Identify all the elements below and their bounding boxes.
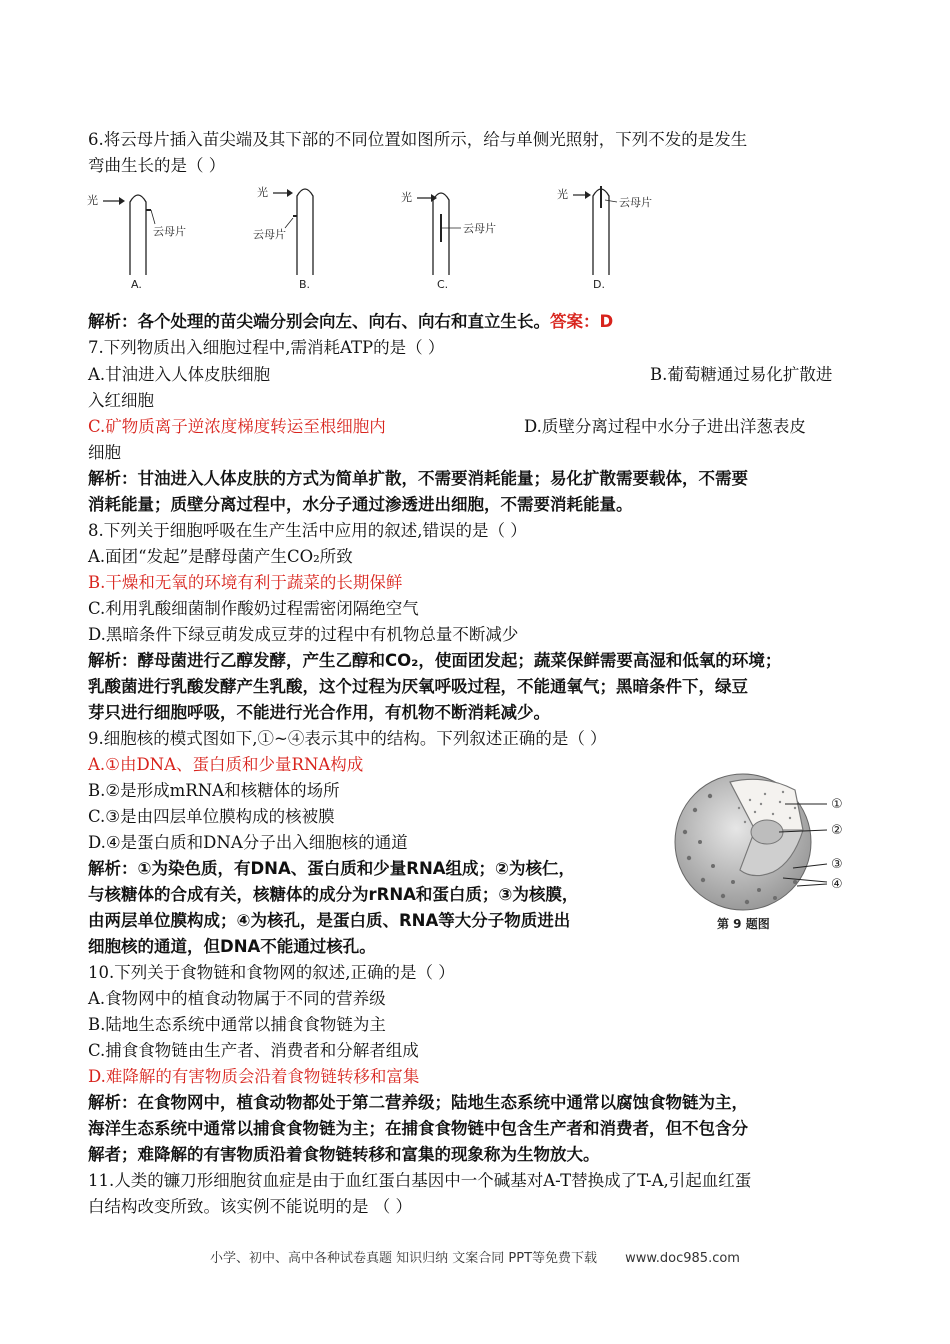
q7-option-d-part2: 细胞: [88, 443, 121, 462]
q7-option-c: C.矿物质离子逆浓度梯度转运至根细胞内: [88, 417, 386, 436]
option-label-b: B.: [299, 278, 311, 291]
light-arrowhead-b: [287, 189, 293, 197]
option-label-c: C.: [437, 278, 449, 291]
q10-stem: 10.下列关于食物链和食物网的叙述,正确的是（ ）: [88, 963, 455, 982]
light-label-c: 光: [401, 191, 412, 204]
q10-option-a: A.食物网中的植食动物属于不同的营养级: [88, 989, 386, 1008]
q6-stem-line2: 弯曲生长的是（ ）: [88, 156, 226, 175]
q6-analysis: 解析：各个处理的苗尖端分别会向左、向右、向右和直立生长。: [88, 312, 550, 331]
q10-option-d: D.难降解的有害物质会沿着食物链转移和富集: [88, 1067, 420, 1086]
q8-option-a: A.面团“发起”是酵母菌产生CO₂所致: [88, 547, 353, 566]
q9-analysis-line3: 由两层单位膜构成；④为核孔，是蛋白质、RNA等大分子物质进出: [88, 911, 571, 930]
label-4: ④: [831, 877, 843, 892]
q8-analysis-line2: 乳酸菌进行乳酸发酵产生乳酸，这个过程为厌氧呼吸过程，不能通氧气；黑暗条件下，绿豆: [88, 677, 748, 696]
q10-option-b: B.陆地生态系统中通常以捕食食物链为主: [88, 1015, 386, 1034]
q8-analysis-line3: 芽只进行细胞呼吸，不能进行光合作用，有机物不断消耗减少。: [88, 703, 550, 722]
seedling-b: [253, 185, 313, 291]
figure-caption: 第 9 题图: [717, 917, 770, 931]
q11-stem-line2: 白结构改变所致。该实例不能说明的是 （ ）: [88, 1197, 412, 1216]
q10-analysis-line2: 海洋生态系统中通常以捕食食物链为主；在捕食食物链中包含生产者和消费者，但不包含分: [88, 1119, 748, 1138]
label-1: ①: [831, 797, 843, 812]
nucleolus: [751, 820, 783, 844]
q9-nucleus-figure: [655, 770, 865, 935]
mica-label-d: 云母片: [619, 196, 652, 209]
q9-analysis-line4: 细胞核的通道，但DNA不能通过核孔。: [88, 937, 376, 956]
mica-leader-b: [285, 218, 293, 228]
label-2: ②: [831, 823, 843, 838]
q9-analysis-line2: 与核糖体的合成有关，核糖体的成分为rRNA和蛋白质；③为核膜，: [88, 885, 579, 904]
q6-stem-line1: 6.将云母片插入苗尖端及其下部的不同位置如图所示，给与单侧光照射，下列不发的是发生: [88, 130, 748, 149]
q9-option-b: B.②是形成mRNA和核糖体的场所: [88, 781, 340, 800]
q7-option-b-part2: 入红细胞: [88, 391, 154, 410]
mica-leader-d: [605, 200, 617, 202]
q9-stem: 9.细胞核的模式图如下,①~④表示其中的结构。下列叙述正确的是（ ）: [88, 729, 607, 748]
q7-option-b-part1: B.葡萄糖通过易化扩散进: [650, 365, 833, 384]
q7-analysis-line2: 消耗能量；质壁分离过程中，水分子通过渗透进出细胞，不需要消耗能量。: [88, 495, 633, 514]
label-3: ③: [831, 857, 843, 872]
q6-seedling-figure: [85, 180, 705, 295]
footer-text: 小学、初中、高中各种试卷真题 知识归纳 文案合同 PPT等免费下载: [210, 1251, 598, 1266]
mica-label-c: 云母片: [463, 222, 496, 235]
light-label-a: 光: [87, 194, 98, 207]
light-arrowhead-a: [119, 197, 125, 205]
q10-option-c: C.捕食食物链由生产者、消费者和分解者组成: [88, 1041, 419, 1060]
q11-stem-line1: 11.人类的镰刀形细胞贫血症是由于血红蛋白基因中一个碱基对A-T替换成了T-A,引起血红蛋: [88, 1171, 752, 1190]
q9-analysis-line1: 解析：①为染色质，有DNA、蛋白质和少量RNA组成；②为核仁，: [88, 859, 575, 878]
mica-label-a: 云母片: [153, 225, 186, 238]
q7-option-d-part1: D.质壁分离过程中水分子进出洋葱表皮: [524, 417, 806, 436]
q6-answer: 答案：D: [550, 312, 614, 331]
mica-label-b: 云母片: [253, 228, 286, 241]
q7-option-a: A.甘油进入人体皮肤细胞: [88, 365, 271, 384]
page-footer: [0, 1247, 950, 1266]
q8-stem: 8.下列关于细胞呼吸在生产生活中应用的叙述,错误的是（ ）: [88, 521, 527, 540]
light-label-d: 光: [557, 188, 568, 201]
seedling-d: [557, 186, 652, 291]
light-label-b: 光: [257, 186, 268, 199]
q9-option-a: A.①由DNA、蛋白质和少量RNA构成: [88, 755, 364, 774]
option-label-a: A.: [131, 278, 142, 291]
q8-option-c: C.利用乳酸细菌制作酸奶过程需密闭隔绝空气: [88, 599, 419, 618]
q8-option-d: D.黑暗条件下绿豆萌发成豆芽的过程中有机物总量不断减少: [88, 625, 519, 644]
light-arrowhead-d: [585, 191, 591, 199]
q10-analysis-line1: 解析：在食物网中，植食动物都处于第二营养级；陆地生态系统中通常以腐蚀食物链为主，: [88, 1093, 748, 1112]
mica-leader-a: [151, 210, 155, 224]
q8-analysis-line1: 解析：酵母菌进行乙醇发酵，产生乙醇和CO₂，使面团发起；蔬菜保鲜需要高湿和低氧的环境；: [88, 651, 782, 670]
q7-stem: 7.下列物质出入细胞过程中,需消耗ATP的是（ ）: [88, 338, 445, 357]
seedling-a: [87, 193, 186, 291]
option-label-d: D.: [593, 278, 605, 291]
q6-analysis-line: [88, 309, 613, 335]
footer-url[interactable]: www.doc985.com: [625, 1251, 740, 1266]
q9-option-d: D.④是蛋白质和DNA分子出入细胞核的通道: [88, 833, 408, 852]
q7-analysis-line1: 解析：甘油进入人体皮肤的方式为简单扩散，不需要消耗能量；易化扩散需要载体，不需要: [88, 469, 748, 488]
q10-analysis-line3: 解者；难降解的有害物质沿着食物链转移和富集的现象称为生物放大。: [88, 1145, 600, 1164]
q8-option-b: B.干燥和无氧的环境有利于蔬菜的长期保鲜: [88, 573, 403, 592]
seedling-c: [401, 190, 496, 291]
coleoptile-b: [297, 189, 313, 275]
q9-option-c: C.③是由四层单位膜构成的核被膜: [88, 807, 335, 826]
coleoptile-a: [130, 195, 146, 275]
